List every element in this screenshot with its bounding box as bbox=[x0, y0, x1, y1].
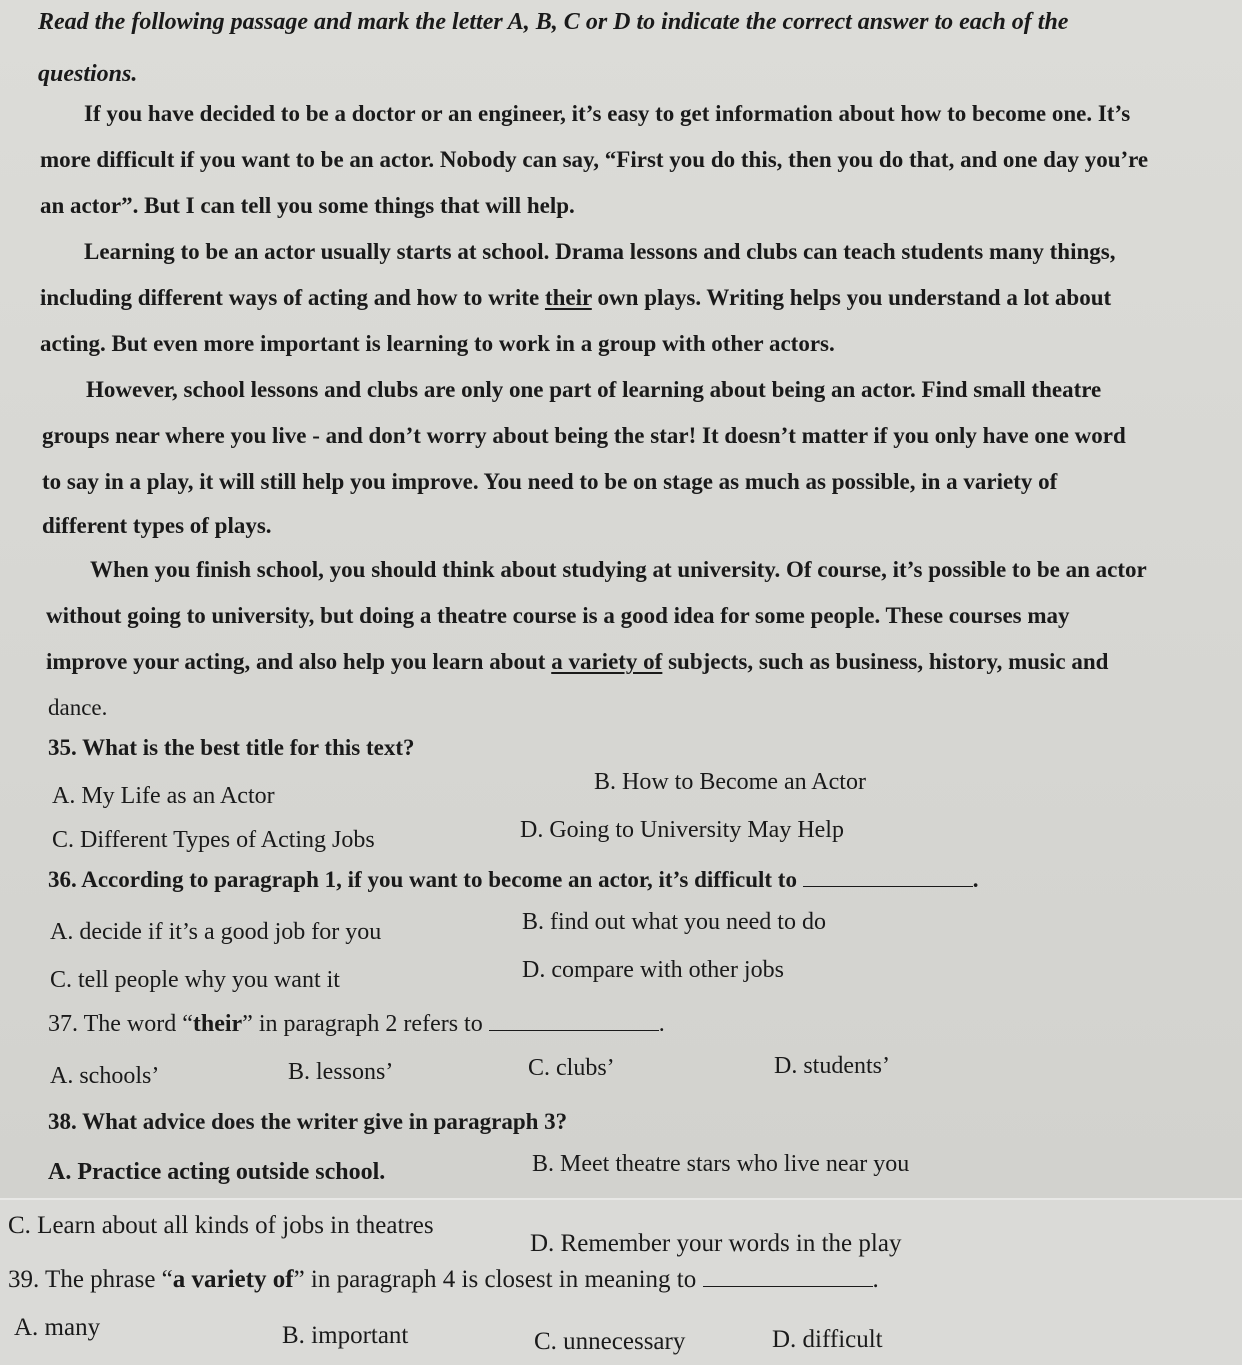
question-36-option-b[interactable]: B. find out what you need to do bbox=[522, 909, 826, 935]
question-36-option-a[interactable]: A. decide if it’s a good job for you bbox=[50, 919, 382, 945]
passage-p3-line-1: However, school lessons and clubs are only one part of learning about being an actor. Find small theatre bbox=[86, 377, 1102, 402]
question-38-option-a[interactable]: A. Practice acting outside school. bbox=[48, 1159, 386, 1185]
answer-blank[interactable] bbox=[489, 1012, 659, 1031]
passage-p2-line-1: Learning to be an actor usually starts at school. Drama lessons and clubs can teach students many things, bbox=[84, 239, 1116, 264]
question-37-option-d[interactable]: D. students’ bbox=[774, 1053, 890, 1079]
question-39-stem: 39. The phrase “a variety of” in paragraph 4 is closest in meaning to . bbox=[8, 1266, 879, 1293]
question-35-option-d[interactable]: D. Going to University May Help bbox=[520, 817, 844, 843]
passage-p3-line-4: different types of plays. bbox=[42, 513, 272, 538]
passage-p4-line-1: When you finish school, you should think about studying at university. Of course, it’s possible to be an actor bbox=[90, 557, 1147, 582]
question-37-option-b[interactable]: B. lessons’ bbox=[288, 1059, 394, 1085]
question-38-option-b[interactable]: B. Meet theatre stars who live near you bbox=[532, 1151, 910, 1177]
passage-p4-line-3: improve your acting, and also help you learn about a variety of subjects, such as business, history, music and bbox=[46, 649, 1109, 674]
passage-p3-line-3: to say in a play, it will still help you improve. You need to be on stage as much as possible, in a variety of bbox=[42, 469, 1058, 494]
question-38-option-d[interactable]: D. Remember your words in the play bbox=[530, 1230, 902, 1257]
passage-p2-line-3: acting. But even more important is learning to work in a group with other actors. bbox=[40, 331, 835, 356]
question-39-option-c[interactable]: C. unnecessary bbox=[534, 1328, 686, 1355]
question-36-option-c[interactable]: C. tell people why you want it bbox=[50, 967, 340, 993]
passage-p3-line-2: groups near where you live - and don’t worry about being the star! It doesn’t matter if you only have one word bbox=[42, 423, 1126, 448]
question-35-stem: 35. What is the best title for this text? bbox=[48, 735, 415, 760]
question-39-option-b[interactable]: B. important bbox=[282, 1322, 409, 1349]
passage-p4-line-2: without going to university, but doing a theatre course is a good idea for some people. These courses may bbox=[46, 603, 1070, 628]
instructions-line-1: Read the following passage and mark the letter A, B, C or D to indicate the correct answer to each of the bbox=[38, 9, 1069, 35]
question-38-option-c[interactable]: C. Learn about all kinds of jobs in theatres bbox=[8, 1212, 434, 1239]
passage-p1-line-2: more difficult if you want to be an actor. Nobody can say, “First you do this, then you do that, and one day you’re bbox=[40, 147, 1149, 172]
passage-p4-line-4: dance. bbox=[48, 695, 108, 720]
question-37-stem: 37. The word “their” in paragraph 2 refers to . bbox=[48, 1011, 665, 1037]
question-36-stem: 36. According to paragraph 1, if you want to become an actor, it’s difficult to . bbox=[48, 867, 979, 892]
question-35-option-b[interactable]: B. How to Become an Actor bbox=[594, 769, 866, 795]
instructions-line-2: questions. bbox=[38, 61, 138, 87]
question-37-option-c[interactable]: C. clubs’ bbox=[528, 1055, 615, 1081]
question-37-option-a[interactable]: A. schools’ bbox=[50, 1063, 160, 1089]
question-39-option-a[interactable]: A. many bbox=[14, 1314, 101, 1341]
question-39-option-d[interactable]: D. difficult bbox=[772, 1326, 883, 1353]
question-35-option-c[interactable]: C. Different Types of Acting Jobs bbox=[52, 827, 375, 853]
answer-blank[interactable] bbox=[803, 868, 973, 887]
question-38-stem: 38. What advice does the writer give in paragraph 3? bbox=[48, 1109, 568, 1134]
question-35-option-a[interactable]: A. My Life as an Actor bbox=[52, 783, 275, 809]
underlined-phrase-a-variety-of: a variety of bbox=[551, 649, 663, 674]
passage-p1-line-3: an actor”. But I can tell you some things that will help. bbox=[40, 193, 575, 218]
answer-blank[interactable] bbox=[703, 1268, 873, 1287]
underlined-word-their: their bbox=[544, 285, 592, 310]
passage-p2-line-2: including different ways of acting and how to write their own plays. Writing helps you understand a lot about bbox=[40, 285, 1112, 310]
passage-p1-line-1: If you have decided to be a doctor or an engineer, it’s easy to get information about how to become one. It’s bbox=[84, 101, 1131, 126]
question-36-option-d[interactable]: D. compare with other jobs bbox=[522, 957, 784, 983]
